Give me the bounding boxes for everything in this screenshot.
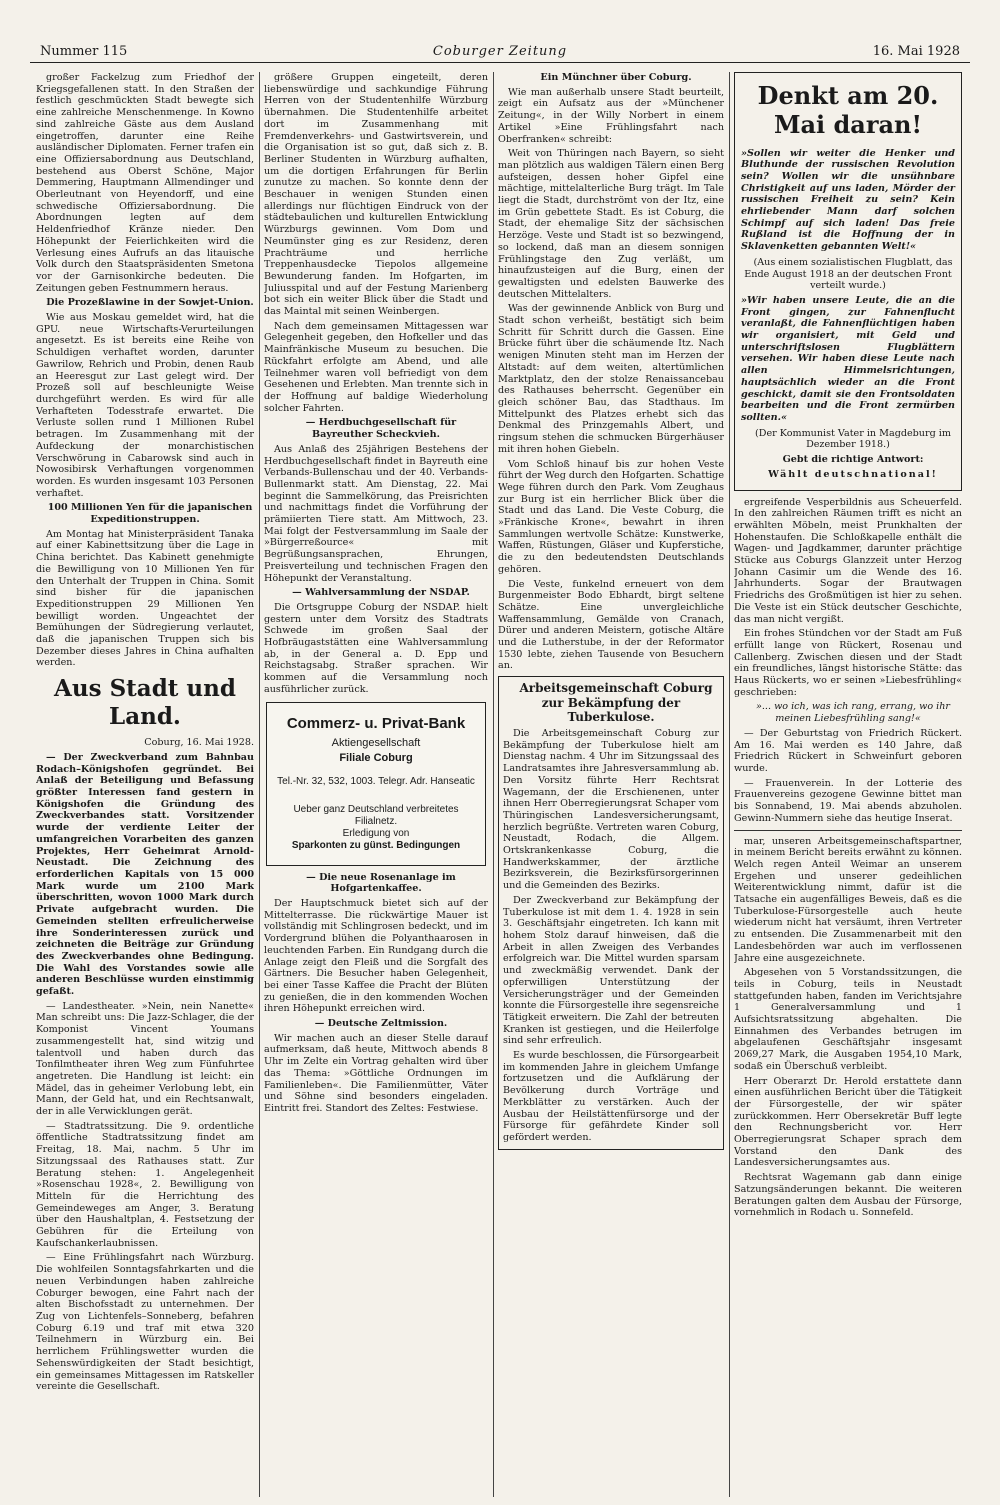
issue-date: 16. Mai 1928 xyxy=(872,44,960,59)
poem-verse: »... wo ich, was ich rang, errang, wo ihr meinen Liebesfrühling sang!« xyxy=(756,701,950,725)
article-text: Am Montag hat Ministerpräsident Tanaka auf einer Kabinettsitzung über die Lage in China berichtet. Das Kabinett genehmigte die Bewilligung von 10 Millionen Yen für den Unterhalt der Truppen in China. Somit sind bisher für die japanischen Expeditionstruppen 29 Millionen Yen bewilligt worden. Ungeachtet der Bemühungen der Südregierung verlautet, daß die japanischen Truppen sich bis Dezember dieses Jahres in China aufhalten werden. xyxy=(36,528,254,669)
article-heading: — Die neue Rosenanlage im Hofgartenkaffee. xyxy=(306,871,456,895)
bank-name: Commerz- u. Privat-Bank xyxy=(286,714,466,732)
bank-type: Aktiengesellschaft xyxy=(331,736,421,749)
article-text: — Stadtratssitzung. Die 9. ordentliche öffentliche Stadtratssitzung findet am Freitag, 18. Mai, nachm. 5 Uhr im Sitzungssaal des Rathauses statt. Zur Beratung stehen: 1. Angelegenheit »Rosenschau 1928«, 2. Bewilligung von Mitteln für die Herrichtung des Gemeindeweges am Anger, 3. Beratung über den Haushaltplan, 4. Festsetzung der Gebühren für die Erteilung von Kaufschankerlaubnissen. xyxy=(36,1120,254,1249)
election-quote: »Sollen wir weiter die Henker und Bluthunde der russischen Revolution sein? Wollen wir die unsühnbare Christigkeit auf uns laden, Mörder der russischen Freiheit zu sein? Kein ehrliebender Mann darf solchen Schimpf auf sich laden! Das freie Rußland ist die Hoffnung der in Sklavenketten gebannten Welt!« xyxy=(741,147,955,253)
article-text: Wie man außerhalb unsere Stadt beurteilt, zeigt ein Aufsatz aus der »Münchener Zeitung«, in der Willy Norbert in einem Artikel »Eine Frühlingsfahrt nach Oberfranken« schreibt: xyxy=(498,86,724,145)
article-text: Was der gewinnende Anblick von Burg und Stadt schon verheißt, bestätigt sich beim Schritt für Schritt durch die Gassen. Eine Brücke führt über die schäumende Itz. Nach wenigen Minuten steht man im Herzen der Altstadt: auf dem weiten, altertümlichen Marktplatz, den der stolze Renaissancebau des Rathauses beherrscht. Gegenüber ein gleich schöner Bau, das Stadthaus. Im Mittelpunkt des Platzes erhebt sich das Denkmal des Prinzgemahls Albert, und ringsum stehen die schmucken Bürgerhäuser mit ihren hohen Giebeln. xyxy=(498,303,724,455)
article-text: Ein frohes Stündchen vor der Stadt am Fuß erfüllt lange von Rückert, Rosenau und Callenberg. Zwischen diesen und der Stadt ein freundliches, längst historische Stätte: das Haus Rückerts, wo er seinen »Liebesfrühling« geschrieben: xyxy=(734,628,962,698)
article-heading: — Wahlversammlung der NSDAP. xyxy=(292,587,470,599)
bank-service: Erledigung von xyxy=(342,828,410,840)
column-1 xyxy=(36,72,254,1497)
article-text: Nach dem gemeinsamen Mittagessen war Gelegenheit gegeben, den Hofkeller und das Mainfränkische Museum zu besuchen. Die Rückfahrt erfolgte am Abend, und alle Teilnehmer waren voll befriedigt von dem Gesehenen und Erlebten. Man trennte sich in der Hoffnung auf baldige Wiederholung solcher Fahrten. xyxy=(264,320,488,414)
election-quote: »Wir haben unsere Leute, die an die Front gingen, zur Fahnenflucht veranlaßt, die Fahnenflüchtigen haben wir organisiert, mit Geld und unterschriftslosen Flugblättern versehen. Wir haben diese Leute nach allen Himmelsrichtungen, hauptsächlich wieder an die Front geschickt, damit sie den Frontsoldaten bearbeiten und die Front zermürben sollten.« xyxy=(741,294,955,423)
bank-contact: Tel.-Nr. 32, 532, 1003. Telegr. Adr. Hanseatic xyxy=(277,775,475,787)
column-2 xyxy=(264,72,488,1497)
page-header xyxy=(30,0,970,70)
article-text: Vom Schloß hinauf bis zur hohen Veste führt der Weg durch den Hofgarten. Schattige Wege führen durch den Park. Vom Zeughaus zur Burg ist ein herrlicher Blick über die Stadt und das Land. Die Veste Coburg, die »Fränkische Krone«, bewahrt in ihren Sammlungen wertvolle Schätze: Kunstwerke, Waffen, Rüstungen, Gläser und Kupferstiche, die zu den bedeutendsten Deutschlands gehören. xyxy=(498,458,724,575)
article-heading: Arbeitsgemeinschaft Coburg zur Bekämpfung der Tuberkulose. xyxy=(519,681,713,725)
quote-source: (Der Kommunist Vater in Magdeburg im Dezember 1918.) xyxy=(755,427,951,451)
quote-source: (Aus einem sozialistischen Flugblatt, das Ende August 1918 an der deutschen Front verteilt wurde.) xyxy=(744,256,953,292)
article-text: Die Ortsgruppe Coburg der NSDAP. hielt gestern unter dem Vorsitz des Stadtrats Schwede im großen Saal der Hofbräugaststätten eine Wahlversammlung ab, in der General a. D. Epp und Reichstagsabg. Straßer sprachen. Wir kommen auf die Versammlung noch ausführlicher zurück. xyxy=(264,601,488,695)
column-divider xyxy=(259,72,260,1497)
election-advertisement xyxy=(734,72,962,491)
dateline: Coburg, 16. Mai 1928. xyxy=(144,737,254,749)
column-divider xyxy=(729,72,730,1497)
article-heading: Ein Münchner über Coburg. xyxy=(540,72,692,83)
article-text: Die Veste, funkelnd erneuert von dem Burgenmeister Bodo Ebhardt, birgt seltene Schätze. Eine unvergleichliche Waffensammlung, Gemälde von Cranach, Dürer und anderen Meistern, gotische Altäre und die Lutherstube, in der der Reformator 1530 lebte, ziehen Tausende von Besuchern an. xyxy=(498,578,724,672)
article-text: Weit von Thüringen nach Bayern, so sieht man plötzlich aus waldigen Tälern einen Berg aufsteigen, dessen hoher Gipfel eine mächtige, mittelalterliche Burg trägt. Im Tale liegt die Stadt, durchströmt von der Itz, eine im Grün gebettete Stadt. Es ist Coburg, die Stadt, der ehemalige Sitz der sächsischen Herzöge. Veste und Stadt ist so bezwingend, so lockend, daß man an diesem sonnigen Frühlingstage den Zug verläßt, um hinaufzusteigen auf die Burg, einen der gewaltigsten und edelsten Bauwerke des deutschen Mittelalters. xyxy=(498,148,724,300)
article-heading: 100 Millionen Yen für die japanischen Expeditionstruppen. xyxy=(47,502,253,526)
newspaper-title: Coburger Zeitung xyxy=(432,44,568,59)
tuberculosis-article xyxy=(498,676,724,1149)
article-text: größere Gruppen eingeteilt, deren liebenswürdige und sachkundige Führung Herren von der Studentenhilfe Würzburg übernahmen. Die Studentenhilfe arbeitet dort im Zusammenhang mit Fremdenverkehrs- und Gastwirtsverein, und die Organisation ist so gut, daß sich z. B. Berliner Studenten in Würzburg aufhalten, um die dortigen Erfahrungen für Berlin zunutze zu machen. So konnte denn der Beschauer in wenigen Stunden einen allerdings nur flüchtigen Eindruck von der städtebaulichen und kulturellen Entwicklung Würzburgs gewinnen. Vom Dom und Neumünster ging es zur Residenz, deren Prachträume und herrliche Treppenhausdecke Tiepolos allgemeine Bewunderung fanden. Im Hofgarten, im Juliusspital und auf der Festung Marienberg bot sich ein weiter Blick über die Stadt und das Maintal mit seinen Weinbergen. xyxy=(264,72,488,318)
article-heading: — Deutsche Zeltmission. xyxy=(314,1018,448,1030)
article-text: Herr Oberarzt Dr. Herold erstattete dann einen ausführlichen Bericht über die Tätigkeit der Fürsorgestelle, der wir später zurückkommen. Herr Obersekretär Buff legte den Rechnungsbericht vor. Herr Oberregierungsrat Schaper sprach dem Vorstand den Dank des Landesversicherungsamtes aus. xyxy=(734,1075,962,1169)
article-text: Abgesehen von 5 Vorstandssitzungen, die teils in Coburg, teils in Neustadt stattgefunden haben, fanden im Verichtsjahre 1 Generalversammlung und 1 Aufsichtsratssitzung abgehalten. Die Einnahmen des Verbandes betrugen im abgelaufenen Geschäftsjahr insgesamt 2069,27 Mark, die Ausgaben 1954,10 Mark, sodaß ein Überschuß verbleibt. xyxy=(734,967,962,1072)
article-text: Der Zweckverband zur Bekämpfung der Tuberkulose ist mit dem 1. 4. 1928 in sein 3. Geschäftsjahr eingetreten. Ich kann mit hohem Stolz darauf hinweisen, daß die Arbeit in allen Zweigen des Verbandes erfolgreich war. Die Mittel wurden sparsam und zweckmäßig verwendet. Dank der opferwilligen Unterstützung der Versicherungsträger und der Gemeinden konnte die Fürsorgestelle ihre segensreiche Tätigkeit erweitern. Die Zahl der betreuten Kranken ist gestiegen, und die Heilerfolge sind sehr erfreulich. xyxy=(503,894,719,1047)
article-text: Aus Anlaß des 25jährigen Bestehens der Herdbuchgesellschaft findet in Bayreuth eine Verbands-Bullenschau und der 40. Verbands-Bullenmarkt statt. Am Dienstag, 22. Mai beginnt die Sammelkörung, das Preisrichten und nachmittags findet die Vorführung der prämiierten Tiere statt. Am Mittwoch, 23. Mai folgt der Festversammlung im Saale der »Bürgerreßource« mit Begrüßungsansprachen, Ehrungen, Preisverteilung und technischen Fragen den Höhepunkt der Veranstaltung. xyxy=(264,443,488,584)
article-text: — Eine Frühlingsfahrt nach Würzburg. Die wohlfeilen Sonntagsfahrkarten und die neuen Verbindungen haben zahlreiche Coburger bewogen, eine Fahrt nach der alten Bischofsstadt zu unternehmen. Der Zug von Lichtenfels–Sonneberg, befahren Coburg 6.19 und traf mit etwa 320 Teilnehmern in Würzburg ein. Bei herrlichem Frühlingswetter wurden die Sehenswürdigkeiten der Stadt besichtigt, ein gemeinsames Mittagessen im Ratskeller vereinte die Gesellschaft. xyxy=(36,1252,254,1393)
column-3 xyxy=(498,72,724,1497)
bank-branch: Filiale Coburg xyxy=(339,752,413,765)
header-rule xyxy=(30,62,970,63)
column-4 xyxy=(734,72,962,1497)
article-text: — Landestheater. »Nein, nein Nanette« Man schreibt uns: Die Jazz-Schlager, die der Komponist Vincent Youmans zusammengestellt hat, sind witzig und talentvoll und haben durch das Tonfilmtheater ihren Weg zum Fünfuhrtee angetreten. Die Handlung ist leicht: ein Mädel, das in geheimer Verlobung lebt, ein Mann, der Geld hat, und ein Rechtsanwalt, der in alle Verwicklungen gerät. xyxy=(36,1000,254,1118)
article-text: Es wurde beschlossen, die Fürsorgearbeit im kommenden Jahre in gleichem Umfange fortzusetzen und die Aufklärung der Bevölkerung durch Vorträge und Merkblätter zu verstärken. Auch der Ausbau der Heilstättenfürsorge und der Fürsorge für gefährdete Kinder soll gefördert werden. xyxy=(503,1050,719,1143)
article-text: — Der Zweckverband zum Bahnbau Rodach–Königshofen gegründet. Bei Anlaß der Beteiligung und Befassung größter Interessen fand gestern in Königshofen die Gründung des Zweckverbandes statt. Vorsitzender wurde der verdiente Leiter der umfangreichen Vorarbeiten des ganzen Projektes, Herr Geheimrat Arnold-Neustadt. Die Zeichnung des erforderlichen Kapitals von 15 000 Mark wurde um 2100 Mark überschritten, wovon 1000 Mark durch Private aufgebracht wurden. Die Gemeinden stellten erfreulicherweise ihre Sonderinteressen zurück und zeichneten die Beiträge zur Gründung des Zweckverbandes ohne Bedingung. Die Wahl des Vorstandes sowie alle anderen Beschlüsse wurden einstimmig gefaßt. xyxy=(36,751,254,998)
article-text: Rechtsrat Wagemann gab dann einige Satzungsänderungen bekannt. Die weiteren Beratungen galten dem Ausbau der Fürsorge, vornehmlich in Rodach u. Sonnefeld. xyxy=(734,1172,962,1219)
column-divider xyxy=(493,72,494,1497)
article-text: Der Hauptschmuck bietet sich auf der Mittelterrasse. Die rückwärtige Mauer ist vollständig mit Schlingrosen bedeckt, und im Vordergrund blühen die Polyanthaarosen in leuchtenden Farben. Ein Rundgang durch die Anlage zeigt den Fleiß und die Sorgfalt des Gärtners. Die Besucher haben Gelegenheit, bei einer Tasse Kaffee die Pracht der Blüten zu genießen, die in den kommenden Wochen ihren Höhepunkt erreichen wird. xyxy=(264,898,488,1015)
article-heading: — Herdbuchgesellschaft für Bayreuther Scheckvieh. xyxy=(305,417,457,441)
separator xyxy=(734,830,962,831)
section-heading: Aus Stadt und Land. xyxy=(54,675,236,731)
article-text: Wir machen auch an dieser Stelle darauf aufmerksam, daß heute, Mittwoch abends 8 Uhr im Zelte ein Vortrag gehalten wird über das Thema: »Göttliche Ordnungen im Familienleben«. Die Familienmütter, Väter und Söhne sind besonders eingeladen. Eintritt frei. Standort des Zeltes: Festwiese. xyxy=(264,1032,488,1114)
article-text: mar, unseren Arbeitsgemeinschaftspartner, in meinem Bericht bereits erwähnt zu können. Welch regen Anteil Weimar an unserem Ergehen und unserer gedeihlichen Weiterentwicklung nimmt, dafür ist die Tatsache ein augenfälliges Beweis, daß es die Tuberkulose-Fürsorgestelle auch heute wiederum nicht hat versäumt, ihren Vertreter zu entsenden. Die Zusammenarbeit mit den Landesbehörden war auch im verflossenen Jahre eine ausgezeichnete. xyxy=(734,835,962,964)
article-heading: Die Prozeßlawine in der Sowjet-Union. xyxy=(46,297,254,309)
article-text: — Der Geburtstag von Friedrich Rückert. Am 16. Mai werden es 140 Jahre, daß Friedrich Rückert in Schweinfurt geboren wurde. xyxy=(734,727,962,774)
election-ad-title: Denkt am 20. Mai daran! xyxy=(757,81,939,140)
article-text: ergreifende Vesperbildnis aus Scheuerfeld. In den zahlreichen Räumen trifft es nicht an erwählten Möbeln, meist Prunkhalten der Hohenstaufen. Die Schloßkapelle enthält die Wagen- und Jagdkammer, darunter prächtige Stücke aus Coburgs Glanzzeit unter Herzog Johann Casimir um die Wende des 16. Jahrhunderts. Sogar der Brautwagen Friedrichs des Großmütigen ist hier zu sehen. Die Veste ist ein Stück deutscher Geschichte, das man nicht vergißt. xyxy=(734,496,962,625)
article-text: großer Fackelzug zum Friedhof der Kriegsgefallenen statt. In den Straßen der festlich geschmückten Stadt bewegte sich eine zahlreiche Menschenmenge. In Kowno sind zahlreiche Gäste aus dem Ausland eingetroffen, darunter eine Reihe ausländischer Diplomaten. Ferner trafen ein eine Offiziersabordnung aus Deutschland, bestehend aus Oberst Schöne, Major Demmering, Hauptmann Allmendinger und Oberleutnant von Heyendorff, und eine schwedische Offiziersabordnung. Die Abordnungen legten auf dem Heldenfriedhof Kränze nieder. Den Höhepunkt der Feierlichkeiten wird die Verlesung eines Aufrufs an das litauische Volk durch den Staatspräsidenten Smetona vor der Garnisonkirche bedeuten. Die Zeitungen geben Festnummern heraus. xyxy=(36,72,254,294)
article-text: — Frauenverein. In der Lotterie des Frauenvereins gezogene Gewinne bittet man bis Sonnabend, 19. Mai abends abzuholen. Gewinn-Nummern siehe das heutige Inserat. xyxy=(734,777,962,824)
article-text: Wie aus Moskau gemeldet wird, hat die GPU. neue Wirtschafts-Verurteilungen angesetzt. Es ist bereits eine Reihe von Schuldigen verhaftet worden, darunter Gawrilow, Rehrich und Probin, denen Raub an Heeresgut zur Last gelegt wird. Der Prozeß soll auf beschleunigte Weise durchgeführt werden. Es wird für alle Verhafteten Todesstrafe erwartet. Die Verluste sollen rund 1 Millionen Rubel betragen. Im Zusammenhang mit der Aufdeckung der monarchistischen Verschwörung in Cabarowsk sind auch in Nowosibirsk Verhaftungen vorgenommen worden. Es wurden insgesamt 103 Personen verhaftet. xyxy=(36,312,254,499)
bank-advertisement xyxy=(266,702,486,866)
article-text: Die Arbeitsgemeinschaft Coburg zur Bekämpfung der Tuberkulose hielt am Dienstag nachm. 4 Uhr im Sitzungssaal des Landratsamtes ihre Jahresversammlung ab. Den Vorsitz führte Herr Rechtsrat Wagemann, der die Erschienenen, unter ihnen Herr Oberregierungsrat Schaper vom Thüringischen Landesversicherungsamt, herzlich begrüßte. Vertreten waren Coburg, Neustadt, Rodach, die Allgem. Ortskrankenkasse Coburg, die Handwerkskammer, der ärztliche Bezirksverein, die Bezirksfürsorgerinnen und die Gemeinden des Bezirks. xyxy=(503,728,719,892)
issue-number: Nummer 115 xyxy=(40,44,128,59)
election-slogan: Wählt deutschnational! xyxy=(768,468,938,480)
bank-terms: Sparkonten zu günst. Bedingungen xyxy=(291,840,461,852)
bank-network: Ueber ganz Deutschland verbreitetes Filialnetz. xyxy=(293,803,459,828)
election-answer-label: Gebt die richtige Antwort: xyxy=(782,454,924,466)
